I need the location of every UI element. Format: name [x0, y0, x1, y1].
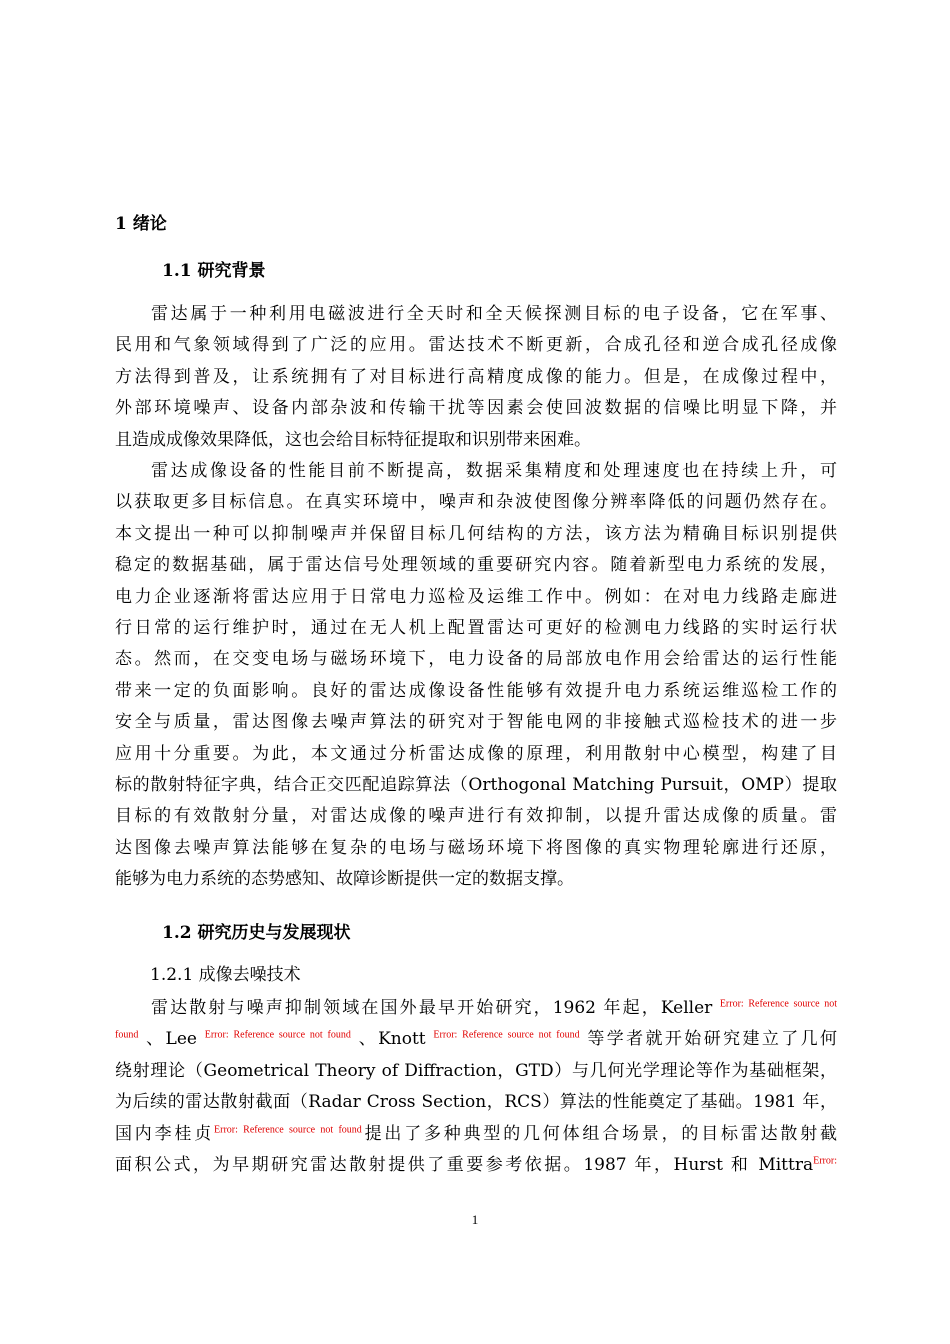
text-line: 带来一定的负面影响。良好的雷达成像设备性能够有效提升电力系统运维巡检工作的 — [115, 680, 837, 701]
text-line: 目标的有效散射分量，对雷达成像的噪声进行有效抑制，以提升雷达成像的质量。雷 — [115, 806, 837, 827]
text-line: 本文提出一种可以抑制噪声并保留目标几何结构的方法，该方法为精确目标识别提供 — [115, 523, 837, 544]
text-line: 且造成成像效果降低，这也会给目标特征提取和识别带来困难。 — [115, 429, 591, 450]
text-line — [115, 1150, 837, 1181]
text-line: 标的散射特征字典，结合正交匹配追踪算法（Orthogonal Matching Pursuit，OMP）提取 — [115, 775, 837, 796]
reference-error: Error: Reference source not found — [214, 1123, 362, 1135]
text-line — [115, 993, 837, 1024]
text-run: 、Lee — [146, 1029, 197, 1050]
text-line: 达图像去噪声算法能够在复杂的电场与磁场环境下将图像的真实物理轮廓进行还原， — [115, 837, 837, 858]
paragraph-background-1 — [115, 299, 837, 456]
reference-error: Error: Reference source not found — [433, 1029, 580, 1041]
text-line: 能够为电力系统的态势感知、故障诊断提供一定的数据支撑。 — [115, 869, 574, 890]
text-run: 国内李桂贞 — [115, 1123, 214, 1144]
section-heading-1-1: 1.1 研究背景 — [162, 261, 266, 281]
text-line: 行日常的运行维护时，通过在无人机上配置雷达可更好的检测电力线路的实时运行状 — [115, 618, 837, 639]
text-run: 雷达散射与噪声抑制领域在国外最早开始研究，1962 年起，Keller — [151, 998, 713, 1018]
text-line: 雷达成像设备的性能目前不断提高，数据采集精度和处理速度也在持续上升，可 — [151, 461, 837, 481]
text-line: 稳定的数据基础，属于雷达信号处理领域的重要研究内容。随着新型电力系统的发展， — [115, 555, 837, 576]
reference-error: Error: — [813, 1155, 837, 1167]
text-line: 安全与质量，雷达图像去噪声算法的研究对于智能电网的非接触式巡检技术的进一步 — [115, 712, 837, 733]
text-line: 民用和气象领域得到了广泛的应用。雷达技术不断更新，合成孔径和逆合成孔径成像 — [115, 335, 837, 356]
paragraph-background-2 — [115, 456, 837, 896]
text-run: 面积公式，为早期研究雷达散射提供了重要参考依据。1987 年，Hurst 和 Mittra — [115, 1155, 814, 1176]
subsection-heading-1-2-1: 1.2.1 成像去噪技术 — [150, 965, 301, 985]
paragraph-denoising-history — [115, 993, 837, 1181]
text-line: 外部环境噪声、设备内部杂波和传输干扰等因素会使回波数据的信噪比明显下降，并 — [115, 398, 837, 419]
text-line: 态。然而，在交变电场与磁场环境下，电力设备的局部放电作用会给雷达的运行性能 — [115, 649, 837, 670]
text-line — [115, 1024, 837, 1055]
section-heading-1-2: 1.2 研究历史与发展现状 — [162, 923, 351, 943]
reference-error: found — [115, 1029, 139, 1041]
text-line: 电力企业逐渐将雷达应用于日常电力巡检及运维工作中。例如：在对电力线路走廊进 — [115, 586, 837, 607]
text-line: 以获取更多目标信息。在真实环境中，噪声和杂波使图像分辨率降低的问题仍然存在。 — [115, 492, 837, 513]
text-run: 提出了多种典型的几何体组合场景，的目标雷达散射截 — [361, 1123, 838, 1144]
text-line: 方法得到普及，让系统拥有了对目标进行高精度成像的能力。但是，在成像过程中， — [115, 366, 837, 387]
text-run: 、Knott — [358, 1029, 426, 1050]
reference-error: Error: Reference source not found — [204, 1029, 351, 1041]
text-line: 雷达属于一种利用电磁波进行全天时和全天候探测目标的电子设备，它在军事、 — [151, 304, 837, 324]
text-line: 为后续的雷达散射截面（Radar Cross Section，RCS）算法的性能奠定了基础。1981 年， — [115, 1092, 837, 1113]
text-line — [115, 1119, 837, 1150]
text-line: 绕射理论（Geometrical Theory of Diffraction，GTD）与几何光学理论等作为基础框架， — [115, 1060, 837, 1081]
page-number: 1 — [471, 1212, 479, 1227]
text-run: 等学者就开始研究建立了几何 — [587, 1029, 838, 1050]
chapter-heading: 1 绪论 — [115, 214, 167, 234]
text-line: 应用十分重要。为此，本文通过分析雷达成像的原理，利用散射中心模型，构建了目 — [115, 743, 837, 764]
reference-error: Error: Reference source not — [719, 998, 837, 1010]
